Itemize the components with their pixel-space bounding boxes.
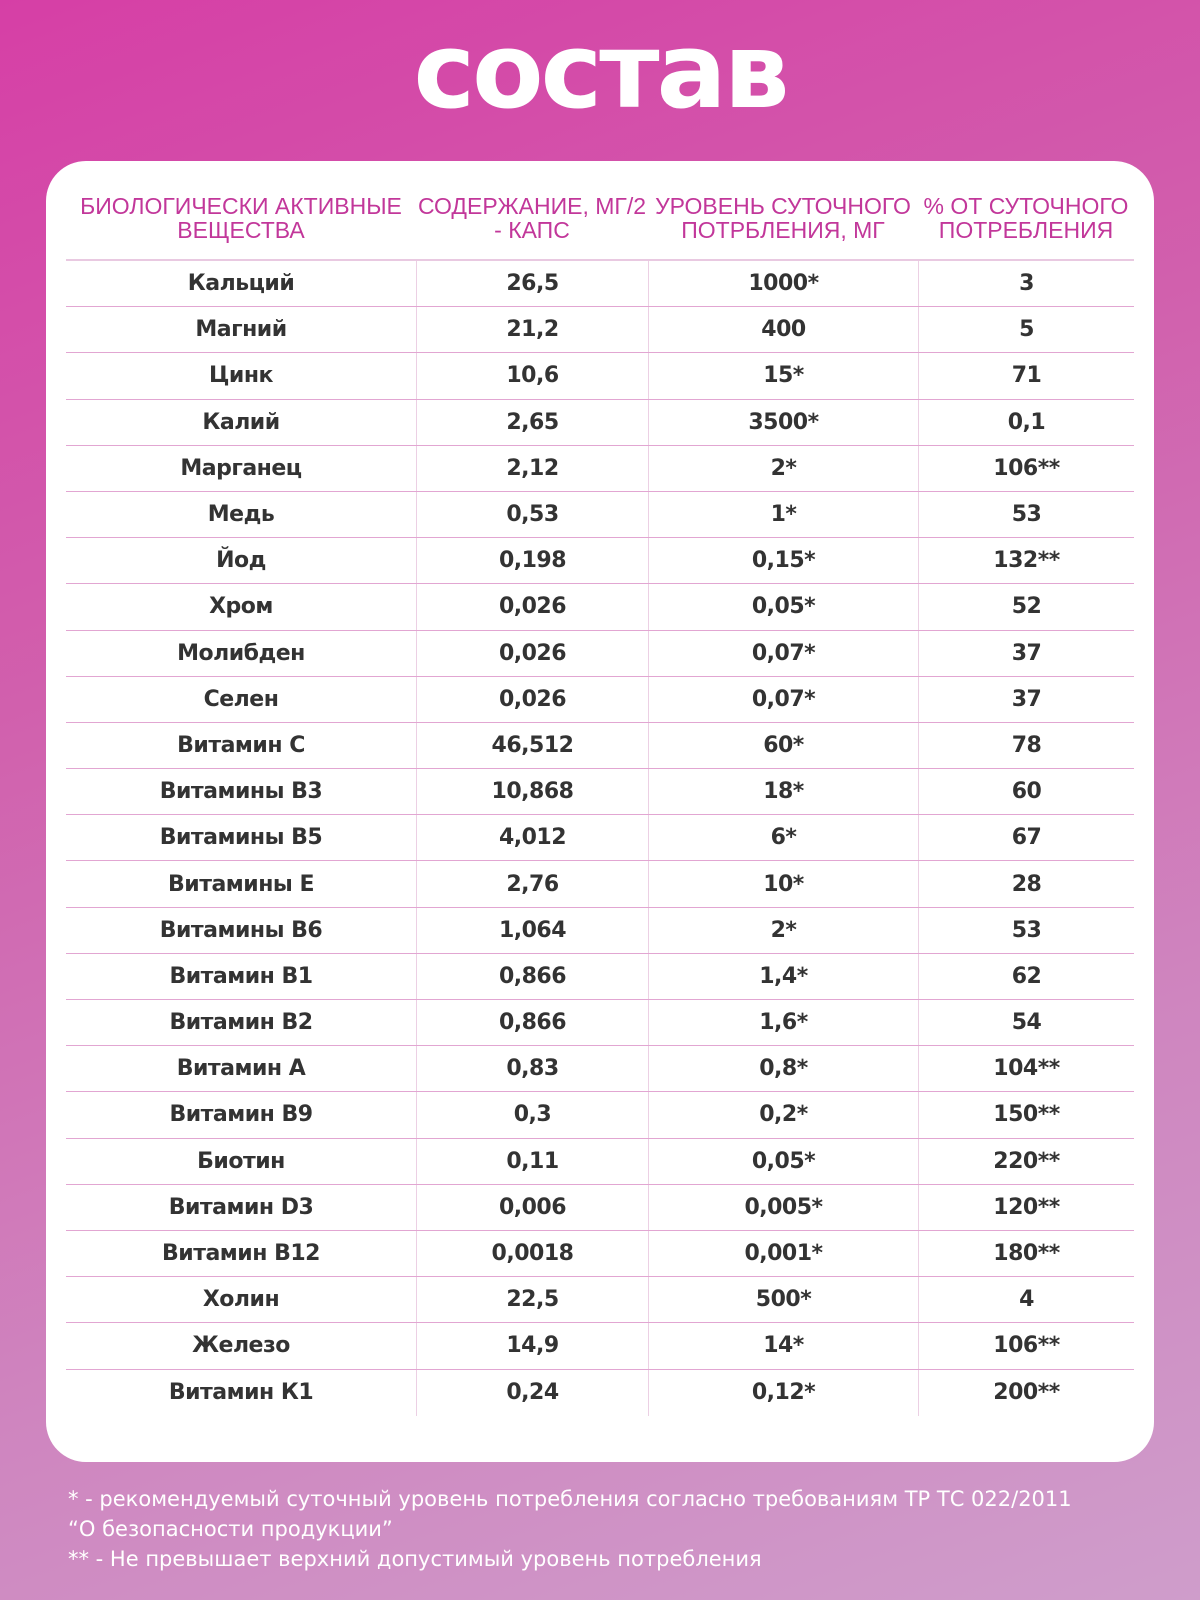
cell-content: 1,064 <box>416 908 648 953</box>
cell-daily-intake: 60* <box>648 723 918 768</box>
cell-daily-intake: 10* <box>648 861 918 906</box>
table-row <box>66 1092 1134 1138</box>
table-row <box>66 815 1134 861</box>
table-row <box>66 261 1134 307</box>
table-row <box>66 769 1134 815</box>
cell-daily-intake: 1,6* <box>648 1000 918 1045</box>
cell-content: 0,026 <box>416 584 648 629</box>
cell-daily-intake: 0,05* <box>648 1139 918 1184</box>
cell-content: 0,006 <box>416 1185 648 1230</box>
cell-daily-intake: 2* <box>648 446 918 491</box>
cell-daily-percent: 60 <box>918 769 1134 814</box>
cell-daily-percent: 62 <box>918 954 1134 999</box>
cell-substance: Калий <box>202 409 280 435</box>
cell-daily-intake: 0,001* <box>648 1231 918 1276</box>
header-daily-intake: УРОВЕНЬ СУТОЧНОГО ПОТРБЛЕНИЯ, МГ <box>655 192 911 243</box>
cell-daily-intake: 1* <box>648 492 918 537</box>
cell-content: 0,53 <box>416 492 648 537</box>
cell-daily-percent: 106** <box>918 1323 1134 1368</box>
header-substances: БИОЛОГИЧЕСКИ АКТИВНЫЕ ВЕЩЕСТВА <box>80 192 402 243</box>
cell-content: 10,868 <box>416 769 648 814</box>
cell-content: 22,5 <box>416 1277 648 1322</box>
cell-content: 0,026 <box>416 677 648 722</box>
cell-daily-percent: 220** <box>918 1139 1134 1184</box>
cell-content: 26,5 <box>416 261 648 306</box>
cell-daily-intake: 15* <box>648 353 918 398</box>
cell-daily-percent: 52 <box>918 584 1134 629</box>
table-row <box>66 307 1134 353</box>
cell-daily-intake: 1000* <box>648 261 918 306</box>
composition-card <box>46 161 1154 1462</box>
cell-daily-intake: 2* <box>648 908 918 953</box>
footnotes <box>68 1484 1168 1574</box>
cell-daily-intake: 0,8* <box>648 1046 918 1091</box>
cell-daily-intake: 0,2* <box>648 1092 918 1137</box>
cell-daily-percent: 120** <box>918 1185 1134 1230</box>
table-row <box>66 400 1134 446</box>
cell-daily-percent: 67 <box>918 815 1134 860</box>
table-row <box>66 446 1134 492</box>
cell-content: 21,2 <box>416 307 648 352</box>
cell-daily-intake: 0,07* <box>648 631 918 676</box>
footnote-double-asterisk: ** - Не превышает верхний допустимый уровень потребления <box>68 1547 762 1571</box>
table-row <box>66 1185 1134 1231</box>
cell-daily-intake: 3500* <box>648 400 918 445</box>
table-row <box>66 1139 1134 1185</box>
cell-content: 0,83 <box>416 1046 648 1091</box>
table-row <box>66 538 1134 584</box>
cell-substance: Витамин В2 <box>169 1010 313 1036</box>
cell-daily-percent: 37 <box>918 677 1134 722</box>
table-row <box>66 1370 1134 1416</box>
cell-daily-percent: 5 <box>918 307 1134 352</box>
cell-content: 0,198 <box>416 538 648 583</box>
cell-daily-intake: 0,05* <box>648 584 918 629</box>
cell-content: 10,6 <box>416 353 648 398</box>
cell-daily-intake: 500* <box>648 1277 918 1322</box>
cell-substance: Кальций <box>187 271 295 297</box>
cell-daily-intake: 0,07* <box>648 677 918 722</box>
table-row <box>66 1046 1134 1092</box>
cell-substance: Марганец <box>180 455 302 481</box>
cell-content: 0,866 <box>416 1000 648 1045</box>
cell-daily-intake: 1,4* <box>648 954 918 999</box>
cell-substance: Цинк <box>209 363 273 389</box>
cell-content: 0,24 <box>416 1370 648 1416</box>
cell-daily-percent: 78 <box>918 723 1134 768</box>
footnote-regulation-title: “О безопасности продукции” <box>68 1517 393 1541</box>
cell-content: 14,9 <box>416 1323 648 1368</box>
cell-daily-percent: 200** <box>918 1370 1134 1416</box>
cell-substance: Медь <box>207 502 275 528</box>
table-header <box>66 177 1134 261</box>
cell-content: 2,65 <box>416 400 648 445</box>
cell-substance: Биотин <box>197 1148 285 1174</box>
table-row <box>66 1277 1134 1323</box>
header-content: СОДЕРЖАНИЕ, МГ/2 - КАПС <box>417 192 647 243</box>
table-row <box>66 908 1134 954</box>
cell-daily-intake: 0,005* <box>648 1185 918 1230</box>
cell-substance: Холин <box>202 1287 280 1313</box>
cell-daily-percent: 37 <box>918 631 1134 676</box>
footnote-single-asterisk: * - рекомендуемый суточный уровень потребления согласно требованиям ТР ТС 022/2011 <box>68 1487 1072 1511</box>
cell-daily-intake: 18* <box>648 769 918 814</box>
cell-content: 2,12 <box>416 446 648 491</box>
table-row <box>66 677 1134 723</box>
cell-substance: Хром <box>209 594 273 620</box>
cell-substance: Витамин К1 <box>168 1380 314 1406</box>
cell-substance: Железо <box>192 1333 290 1359</box>
cell-substance: Витамин В12 <box>162 1241 320 1267</box>
table-row <box>66 861 1134 907</box>
cell-daily-percent: 3 <box>918 261 1134 306</box>
cell-substance: Витамины В6 <box>159 917 323 943</box>
cell-substance: Витамин С <box>177 732 305 758</box>
table-row <box>66 723 1134 769</box>
cell-daily-intake: 6* <box>648 815 918 860</box>
cell-substance: Йод <box>216 548 266 574</box>
cell-daily-percent: 4 <box>918 1277 1134 1322</box>
cell-daily-percent: 150** <box>918 1092 1134 1137</box>
cell-content: 0,0018 <box>416 1231 648 1276</box>
table-row <box>66 492 1134 538</box>
table-row <box>66 1231 1134 1277</box>
cell-substance: Селен <box>203 686 279 712</box>
cell-substance: Витамин А <box>176 1056 306 1082</box>
cell-daily-percent: 180** <box>918 1231 1134 1276</box>
cell-daily-percent: 28 <box>918 861 1134 906</box>
cell-substance: Витамины В5 <box>159 825 323 851</box>
cell-content: 0,3 <box>416 1092 648 1137</box>
cell-substance: Магний <box>195 317 287 343</box>
cell-substance: Витамин В1 <box>169 963 313 989</box>
cell-daily-percent: 53 <box>918 492 1134 537</box>
cell-daily-percent: 53 <box>918 908 1134 953</box>
cell-substance: Витамины В3 <box>159 779 323 805</box>
cell-content: 0,11 <box>416 1139 648 1184</box>
cell-daily-intake: 0,15* <box>648 538 918 583</box>
page-title: состав <box>413 10 787 132</box>
cell-daily-percent: 132** <box>918 538 1134 583</box>
cell-daily-percent: 106** <box>918 446 1134 491</box>
table-row <box>66 954 1134 1000</box>
cell-substance: Молибден <box>177 640 305 666</box>
table-body <box>66 261 1134 1416</box>
cell-daily-intake: 0,12* <box>648 1370 918 1416</box>
cell-daily-percent: 71 <box>918 353 1134 398</box>
cell-daily-intake: 400 <box>648 307 918 352</box>
cell-content: 0,866 <box>416 954 648 999</box>
table-row <box>66 353 1134 399</box>
cell-substance: Витамин D3 <box>168 1194 314 1220</box>
table-row <box>66 631 1134 677</box>
cell-content: 46,512 <box>416 723 648 768</box>
header-daily-percent: % ОТ СУТОЧНОГО ПОТРЕБЛЕНИЯ <box>923 192 1129 243</box>
cell-daily-percent: 104** <box>918 1046 1134 1091</box>
cell-substance: Витамин В9 <box>169 1102 313 1128</box>
table-row <box>66 1000 1134 1046</box>
cell-content: 2,76 <box>416 861 648 906</box>
table-row <box>66 1323 1134 1369</box>
table-row <box>66 584 1134 630</box>
cell-content: 4,012 <box>416 815 648 860</box>
cell-substance: Витамины Е <box>168 871 314 897</box>
cell-daily-percent: 0,1 <box>918 400 1134 445</box>
cell-daily-percent: 54 <box>918 1000 1134 1045</box>
cell-content: 0,026 <box>416 631 648 676</box>
cell-daily-intake: 14* <box>648 1323 918 1368</box>
